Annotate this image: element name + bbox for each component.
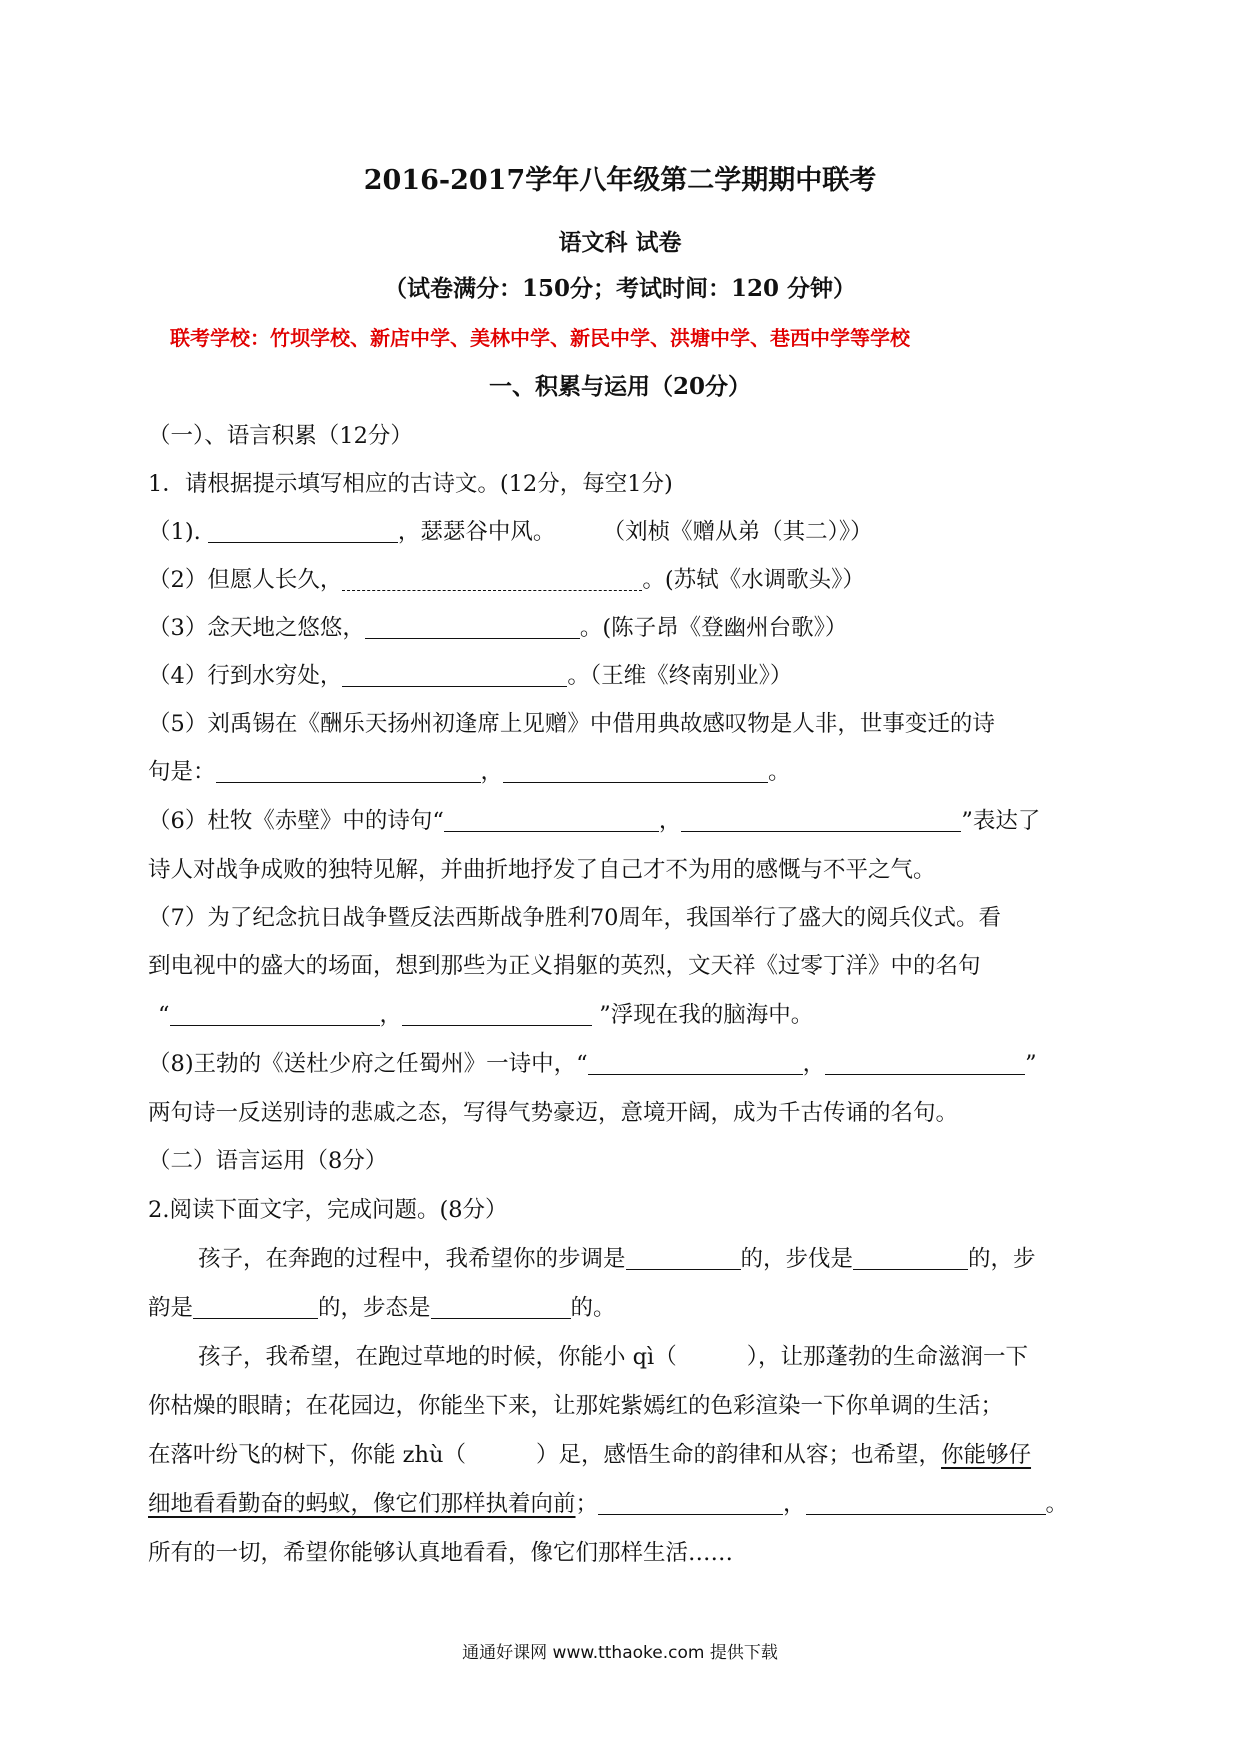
answer-blank[interactable] (681, 807, 961, 832)
q1-2-prefix: （2）但愿人长久， (148, 567, 343, 593)
q1-7-open-quote: “ (158, 1002, 170, 1028)
q2-p2-line2: 你枯燥的眼睛；在花园边，你能坐下来，让那姹紫嫣红的色彩渲染一下你单调的生活； (148, 1393, 1004, 1419)
footer-download-note: 通通好课网 www.tthaoke.com 提供下载 (462, 1643, 778, 1663)
q1-3-suffix: 。(陈子昂《登幽州台歌》） (579, 615, 848, 641)
q1-6-suffix: ”表达了 (961, 808, 1041, 834)
q1-4-suffix: 。（王维《终南别业》） (567, 663, 793, 689)
q2-p1-a: 孩子，在奔跑的过程中，我希望你的步调是 (198, 1246, 626, 1272)
q1-5-line2 (148, 754, 791, 786)
answer-blank[interactable] (503, 758, 768, 783)
q1-2-suffix: 。(苏轼《水调歌头》） (642, 567, 865, 593)
q2-p2-line4 (148, 1486, 1068, 1518)
q1-3-prefix: （3）念天地之悠悠， (148, 615, 365, 641)
underlined-text: 你能够仔 (941, 1442, 1032, 1468)
exam-meta: （试卷满分：150分；考试时间：120 分钟） (383, 275, 857, 302)
q1-2 (148, 562, 865, 594)
q1-6-line2: 诗人对战争成败的独特见解，并曲折地抒发了自己才不为用的感慨与不平之气。 (148, 857, 936, 883)
q2-p2-line5: 所有的一切，希望你能够认真地看看，像它们那样生活…… (148, 1540, 734, 1566)
answer-blank[interactable] (342, 662, 567, 687)
q2-p2-b: ），让那蓬勃的生命滋润一下 (746, 1344, 1029, 1370)
q1-5-line1: （5）刘禹锡在《酬乐天扬州初逢席上见赠》中借用典故感叹物是人非，世事变迁的诗 (148, 711, 995, 737)
joint-schools: 联考学校：竹坝学校、新店中学、美林中学、新民中学、洪塘中学、巷西中学等学校 (170, 326, 910, 350)
answer-blank[interactable] (365, 614, 580, 639)
q1-5-end: 。 (768, 759, 791, 785)
q2-p2-line3a: 在落叶纷飞的树下，你能 zhù（ (148, 1442, 466, 1468)
answer-blank[interactable] (853, 1245, 968, 1270)
q1-7-suffix: ”浮现在我的脑海中。 (599, 1002, 814, 1028)
answer-blank[interactable] (598, 1490, 783, 1515)
q2-p1-c: 的，步 (968, 1246, 1036, 1272)
q1-8-line2: 两句诗一反送别诗的悲戚之态，写得气势豪迈，意境开阔，成为千古传诵的名句。 (148, 1100, 959, 1126)
q2-p2-line4-end: 。 (1045, 1491, 1069, 1517)
q2-p1-f: 的。 (570, 1295, 616, 1321)
q2-p1-b: 的，步伐是 (740, 1246, 854, 1272)
q1-1 (148, 514, 873, 546)
q1-8-line1 (148, 1046, 1037, 1078)
answer-blank[interactable] (342, 566, 642, 591)
q2-p2-a: 孩子，我希望，在跑过草地的时候，你能小 qì（ (198, 1344, 677, 1370)
q1-1-source: （刘桢《赠从弟（其二）》） (602, 519, 873, 545)
q2-p1-e: 的，步态是 (318, 1295, 431, 1321)
q1-8-comma: ， (802, 1051, 826, 1077)
q1-8-prefix: （8)王勃的《送杜少府之任蜀州》一诗中，“ (148, 1051, 588, 1077)
answer-blank[interactable] (806, 1490, 1046, 1515)
q1-7-line3 (158, 997, 813, 1029)
q1-5-comma: ， (480, 759, 504, 785)
q2-p1-d: 韵是 (148, 1295, 194, 1321)
underlined-text: 细地看看勤奋的蚂蚁，像它们那样执着向前 (148, 1491, 576, 1517)
q1-7-line1: （7）为了纪念抗日战争暨反法西斯战争胜利70周年，我国举行了盛大的阅兵仪式。看 (148, 905, 1001, 931)
answer-blank[interactable] (444, 807, 659, 832)
q1-7-line2: 到电视中的盛大的场面，想到那些为正义捐躯的英烈，文天祥《过零丁洋》中的名句 (148, 953, 981, 979)
q1-8-suffix: ” (1025, 1051, 1037, 1077)
q2-prompt: 2.阅读下面文字，完成问题。(8分） (148, 1197, 508, 1223)
q2-p2-line3 (148, 1437, 1031, 1469)
answer-blank[interactable] (208, 518, 398, 543)
q1-prompt: 1．请根据提示填写相应的古诗文。(12分，每空1分) (148, 471, 673, 497)
answer-blank[interactable] (216, 758, 481, 783)
q2-p1-line1 (148, 1241, 1036, 1273)
answer-blank[interactable] (626, 1245, 741, 1270)
answer-blank[interactable] (402, 1001, 592, 1026)
q2-p1-line2 (148, 1290, 616, 1322)
q1-5-prefix: 句是： (148, 759, 216, 785)
exam-subtitle: 语文科 试卷 (558, 229, 682, 256)
section-title: 一、积累与运用（20分） (488, 373, 751, 400)
q2-p2-line3b: ）足，感悟生命的韵律和从容；也希望， (536, 1442, 942, 1468)
q1-7-comma: ， (379, 1002, 403, 1028)
answer-blank[interactable] (588, 1050, 803, 1075)
part2-heading: （二）语言运用（8分） (148, 1148, 388, 1174)
part1-heading: （一）、语言积累（12分） (148, 423, 413, 449)
answer-blank[interactable] (431, 1294, 571, 1319)
q2-p2-line4b: ； (575, 1491, 599, 1517)
q1-6-line1 (148, 803, 1040, 835)
q1-4-prefix: （4）行到水穷处， (148, 663, 343, 689)
q1-3 (148, 610, 847, 642)
q2-p2-line1 (148, 1339, 1028, 1371)
q1-4 (148, 658, 792, 690)
q1-1-prefix: （1). (148, 519, 201, 545)
q2-p2-line4-comma: ， (783, 1491, 806, 1517)
q1-6-prefix: （6）杜牧《赤壁》中的诗句“ (148, 808, 444, 834)
answer-blank[interactable] (170, 1001, 380, 1026)
q1-6-comma: ， (658, 808, 682, 834)
exam-title: 2016-2017学年八年级第二学期期中联考 (363, 165, 877, 196)
answer-blank[interactable] (193, 1294, 318, 1319)
q1-1-middle: ，瑟瑟谷中风。 (397, 519, 556, 545)
answer-blank[interactable] (825, 1050, 1025, 1075)
